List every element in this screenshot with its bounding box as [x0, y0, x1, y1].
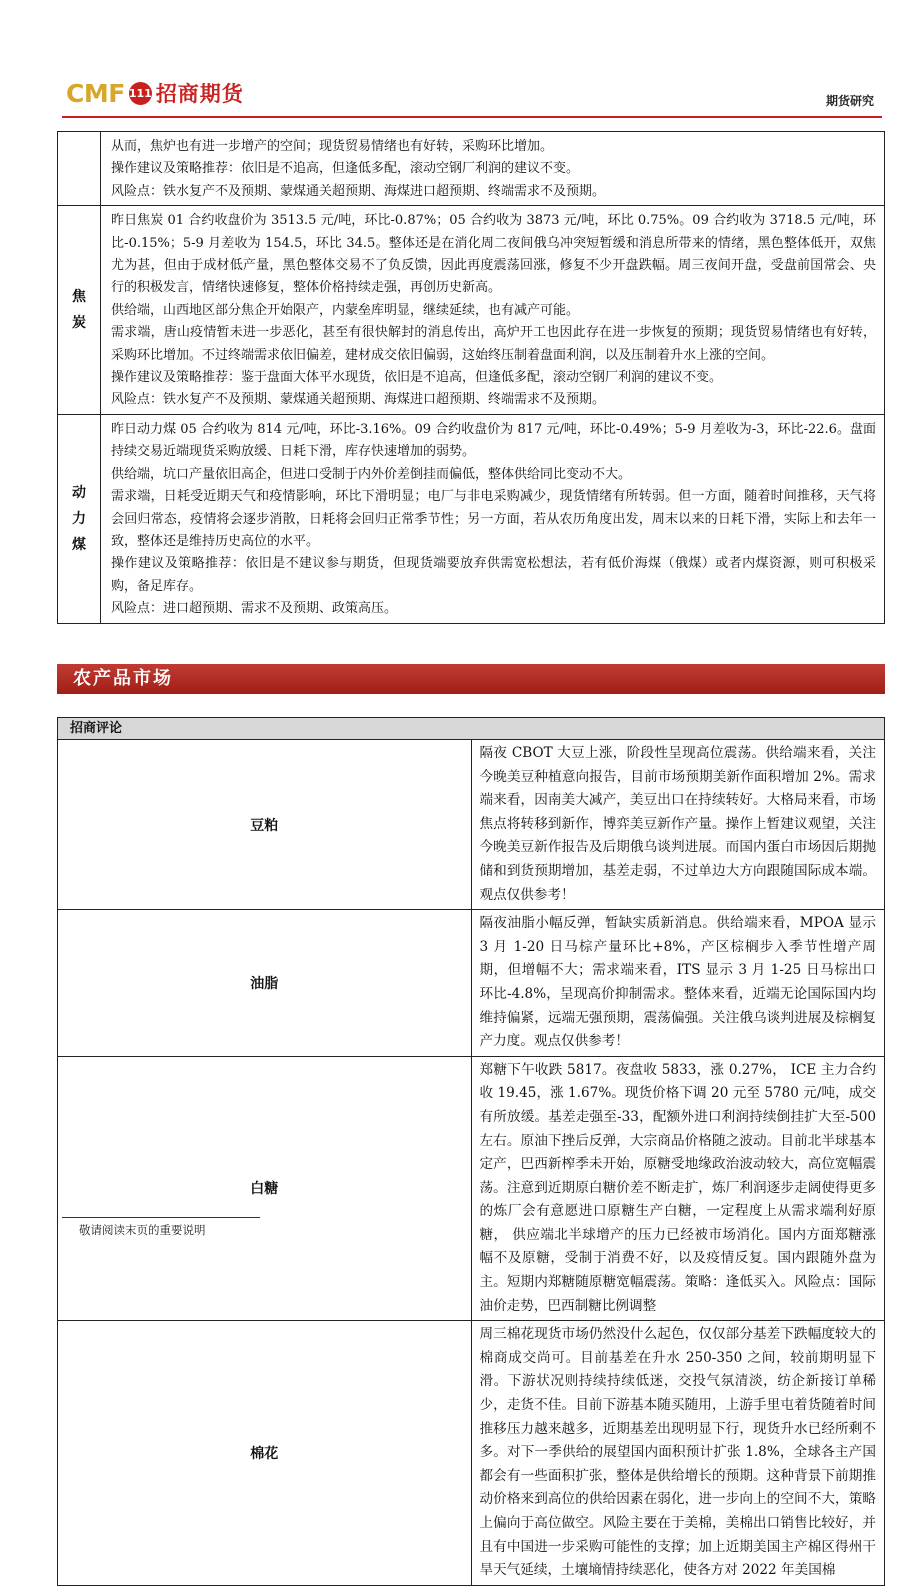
category-cell-thermal-coal [58, 414, 101, 623]
category-cell: 豆粕 [58, 740, 472, 910]
table-header: 招商评论 [58, 718, 885, 740]
paragraph: 昨日动力煤 05 合约收为 814 元/吨，环比-3.16%。09 合约收盘价为 817 元/吨，环比-0.49%；5-9 月差收为-3，环比-22.6。盘面持续交易近端现货采购放缓、日耗下滑，库存快速增加的弱势。 [111, 421, 876, 460]
logo-mark-icon [129, 82, 152, 105]
page-header [62, 74, 882, 124]
commentary-cell: 周三棉花现货市场仍然没什么起色，仅仅部分基差下跌幅度较大的棉商成交尚可。目前基差在升水 250-350 之间，较前期明显下滑。下游状况则持续持续低迷，交投气氛清淡，纺企新接订单稀少，走货不佳。目前下游基本随买随用，上游手里屯着货随着时间推移压力越来越多，近期基差出现明显下行，现货升水已经所剩不多。对下一季供给的展望国内面积预计扩张 1.8%，全球各主产国都会有一些面积扩张，整体是供给增长的预期。这种背景下前期推动价格来到高位的供给因素在弱化，进一步向上的空间不大，策略上偏向于高位做空。风险主要在于美棉，美棉出口销售比较好，并且有中国进一步采购可能性的支撑；加上近期美国主产棉区得州干旱天气延续，土壤墒情持续恶化，使各方对 2022 年美国棉 [471, 1321, 885, 1586]
paragraph: 从而，焦炉也有进一步增产的空间；现货贸易情绪也有好转，采购环比增加。 [111, 139, 554, 154]
logo-cmf-text: CMF [66, 78, 125, 108]
table-row [58, 1321, 885, 1586]
header-divider [62, 116, 882, 118]
logo-mark-text: 111 [128, 86, 152, 100]
agri-commentary-table [57, 717, 885, 1586]
table-header-row [58, 718, 885, 740]
category-cell-coke [58, 206, 101, 415]
table-row [58, 132, 885, 206]
category-cell: 白糖 [58, 1056, 472, 1321]
table-row [58, 1056, 885, 1321]
paragraph: 昨日焦炭 01 合约收盘价为 3513.5 元/吨，环比-0.87%；05 合约收为 3873 元/吨，环比 0.75%。09 合约收为 3718.5 元/吨，环比-0.15%；5-9 月差收为 154.5，环比 34.5。整体还是在消化周二夜间俄乌冲突短暂缓和消息所带来的情绪，黑色整体低开，双焦尤为甚，但由于成材低产量，黑色整体交易不了负反馈，因此再度震荡回涨，修复不少开盘跌幅。周三夜间开盘，受盘前国常会、央行的积极发言，情绪快速修复，整体价格持续走强，再创历史新高。 [111, 213, 876, 296]
cmf-logo [66, 78, 244, 108]
category-cell [58, 132, 101, 206]
commentary-cell [101, 206, 885, 415]
table-row [58, 414, 885, 623]
category-label: 焦炭 [72, 289, 86, 332]
paragraph: 操作建议及策略推荐：鉴于盘面大体平水现货，依旧是不追高，但逢低多配，滚动空钢厂利润的建议不变。 [111, 370, 723, 386]
paragraph: 操作建议及策略推荐：依旧是不建议参与期货，但现货端要放弃供需宽松想法，若有低价海煤（俄煤）或者内煤资源，则可积极采购，备足库存。 [111, 556, 876, 594]
category-cell: 棉花 [58, 1321, 472, 1586]
paragraph: 风险点：铁水复产不及预期、蒙煤通关超预期、海煤进口超预期、终端需求不及预期。 [111, 183, 606, 199]
paragraph: 风险点：铁水复产不及预期、蒙煤通关超预期、海煤进口超预期、终端需求不及预期。 [111, 392, 606, 408]
category-cell: 油脂 [58, 910, 472, 1057]
energy-commentary-table [57, 131, 885, 624]
commentary-cell: 郑糖下午收跌 5817。夜盘收 5833，涨 0.27%， ICE 主力合约收 19.45，涨 1.67%。现货价格下调 20 元至 5780 元/吨，成交有所放缓。基差走强至-33，配额外进口利润持续倒挂扩大至-500 左右。原油下挫后反弹，大宗商品价格随之波动。目前北半球基本定产，巴西新榨季未开始，原糖受地缘政治波动较大，高位宽幅震荡。注意到近期原白糖价差不断走扩，炼厂利润逐步走阔使得更多的炼厂会有意愿进口原糖生产白糖，一定程度上从需求端利好原糖， 供应端北半球增产的压力已经被市场消化。国内方面郑糖涨幅不及原糖，受制于消费不好，以及疫情反复。国内跟随外盘为主。短期内郑糖随原糖宽幅震荡。策略：逢低买入。风险点：国际油价走势，巴西制糖比例调整 [471, 1056, 885, 1321]
paragraph: 供给端，坑口产量依旧高企，但进口受制于内外价差倒挂而偏低，整体供给同比变动不大。 [111, 466, 632, 482]
commentary-cell: 隔夜油脂小幅反弹，暂缺实质新消息。供给端来看，MPOA 显示 3 月 1-20 日马棕产量环比+8%，产区棕榈步入季节性增产周期，但增幅不大；需求端来看，ITS 显示 3 月 1-25 日马棕出口环比-4.8%，呈现高价抑制需求。整体来看，近端无论国际国内均维持偏紧，远端无强预期，震荡偏强。关注俄乌谈判进展及棕榈复产力度。观点仅供参考！ [471, 910, 885, 1057]
commentary-cell: 隔夜 CBOT 大豆上涨，阶段性呈现高位震荡。供给端来看，关注今晚美豆种植意向报告，目前市场预期美新作面积增加 2%。需求端来看，因南美大减产，美豆出口在持续转好。大格局来看，市场焦点将转移到新作，博弈美豆新作产量。操作上暂建议观望，关注今晚美豆新作报告及后期俄乌谈判进展。而国内蛋白市场因后期抛储和到货预期增加，基差走弱，不过单边大方向跟随国际成本端。观点仅供参考！ [471, 740, 885, 910]
agri-section-banner: 农产品市场 [57, 664, 885, 694]
footer-divider [62, 1217, 260, 1218]
paragraph: 操作建议及策略推荐：依旧是不追高，但逢低多配，滚动空钢厂利润的建议不变。 [111, 161, 580, 177]
commentary-cell [101, 414, 885, 623]
paragraph: 风险点：进口超预期、需求不及预期、政策高压。 [111, 601, 398, 617]
footer-note: 敬请阅读末页的重要说明 [79, 1223, 206, 1237]
table-row [58, 910, 885, 1057]
paragraph: 供给端，山西地区部分焦企开始限产，内蒙垒库明显，继续延续，也有减产可能。 [111, 302, 580, 318]
section-label: 期货研究 [825, 94, 874, 108]
paragraph: 需求端，唐山疫情暂未进一步恶化，甚至有很快解封的消息传出，高炉开工也因此存在进一步恢复的预期；现货贸易情绪也有好转，采购环比增加。不过终端需求依旧偏差，建材成交依旧偏弱，这始终压制着盘面利润，以及压制着升水上涨的空间。 [111, 325, 876, 363]
table-row [58, 206, 885, 415]
commentary-cell [101, 132, 885, 206]
paragraph: 需求端，日耗受近期天气和疫情影响，环比下滑明显；电厂与非电采购减少，现货情绪有所转弱。但一方面，随着时间推移，天气将会回归常态，疫情将会逐步消散，日耗将会回归正常季节性；另一方面，若从农历角度出发，周末以来的日耗下滑，实际上和去年一致，整体还是维持历史高位的水平。 [111, 489, 876, 549]
logo-chinese-text: 招商期货 [155, 82, 244, 106]
category-label: 动力煤 [72, 484, 86, 553]
table-row [58, 740, 885, 910]
